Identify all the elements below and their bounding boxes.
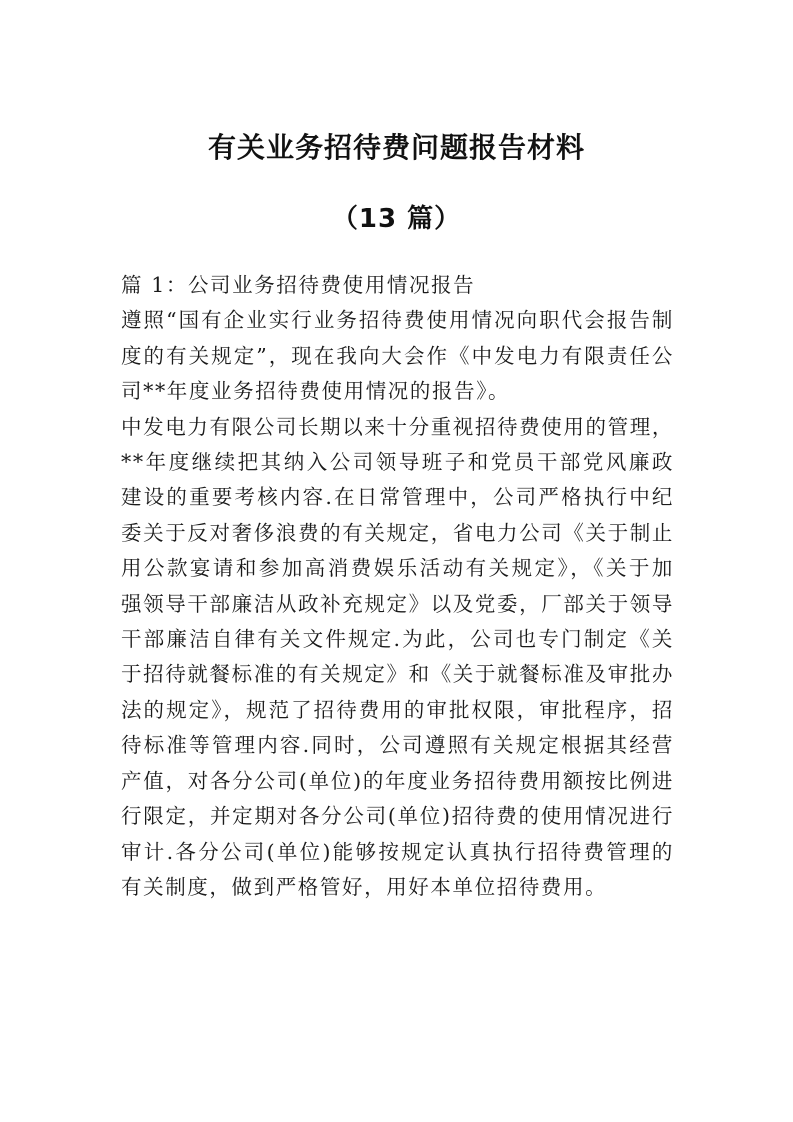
document-subtitle: （13 篇） [331, 204, 462, 234]
body-paragraph-1: 遵照“国有企业实行业务招待费使用情况向职代会报告制度的有关规定”，现在我向大会作《中发电力有限责任公司**年度业务招待费使用情况的报告》。 [121, 308, 674, 404]
document-body [121, 268, 674, 905]
body-paragraph-2: 中发电力有限公司长期以来十分重视招待费使用的管理，**年度继续把其纳入公司领导班子和党员干部党风廉政建设的重要考核内容.在日常管理中，公司严格执行中纪委关于反对奢侈浪费的有关规定，省电力公司《关于制止用公款宴请和参加高消费娱乐活动有关规定》，《关于加强领导干部廉洁从政补充规定》以及党委，厂部关于领导干部廉洁自律有关文件规定.为此，公司也专门制定《关于招待就餐标准的有关规定》和《关于就餐标准及审批办法的规定》，规范了招待费用的审批权限，审批程序，招待标准等管理内容.同时，公司遵照有关规定根据其经营产值，对各分公司(单位)的年度业务招待费用额按比例进行限定，并定期对各分公司(单位)招待费的使用情况进行审计.各分公司(单位)能够按规定认真执行招待费管理的有关制度，做到严格管好，用好本单位招待费用。 [121, 414, 674, 899]
document-title: 有关业务招待费问题报告材料 [207, 131, 585, 164]
section-heading: 篇 1：公司业务招待费使用情况报告 [121, 273, 476, 297]
